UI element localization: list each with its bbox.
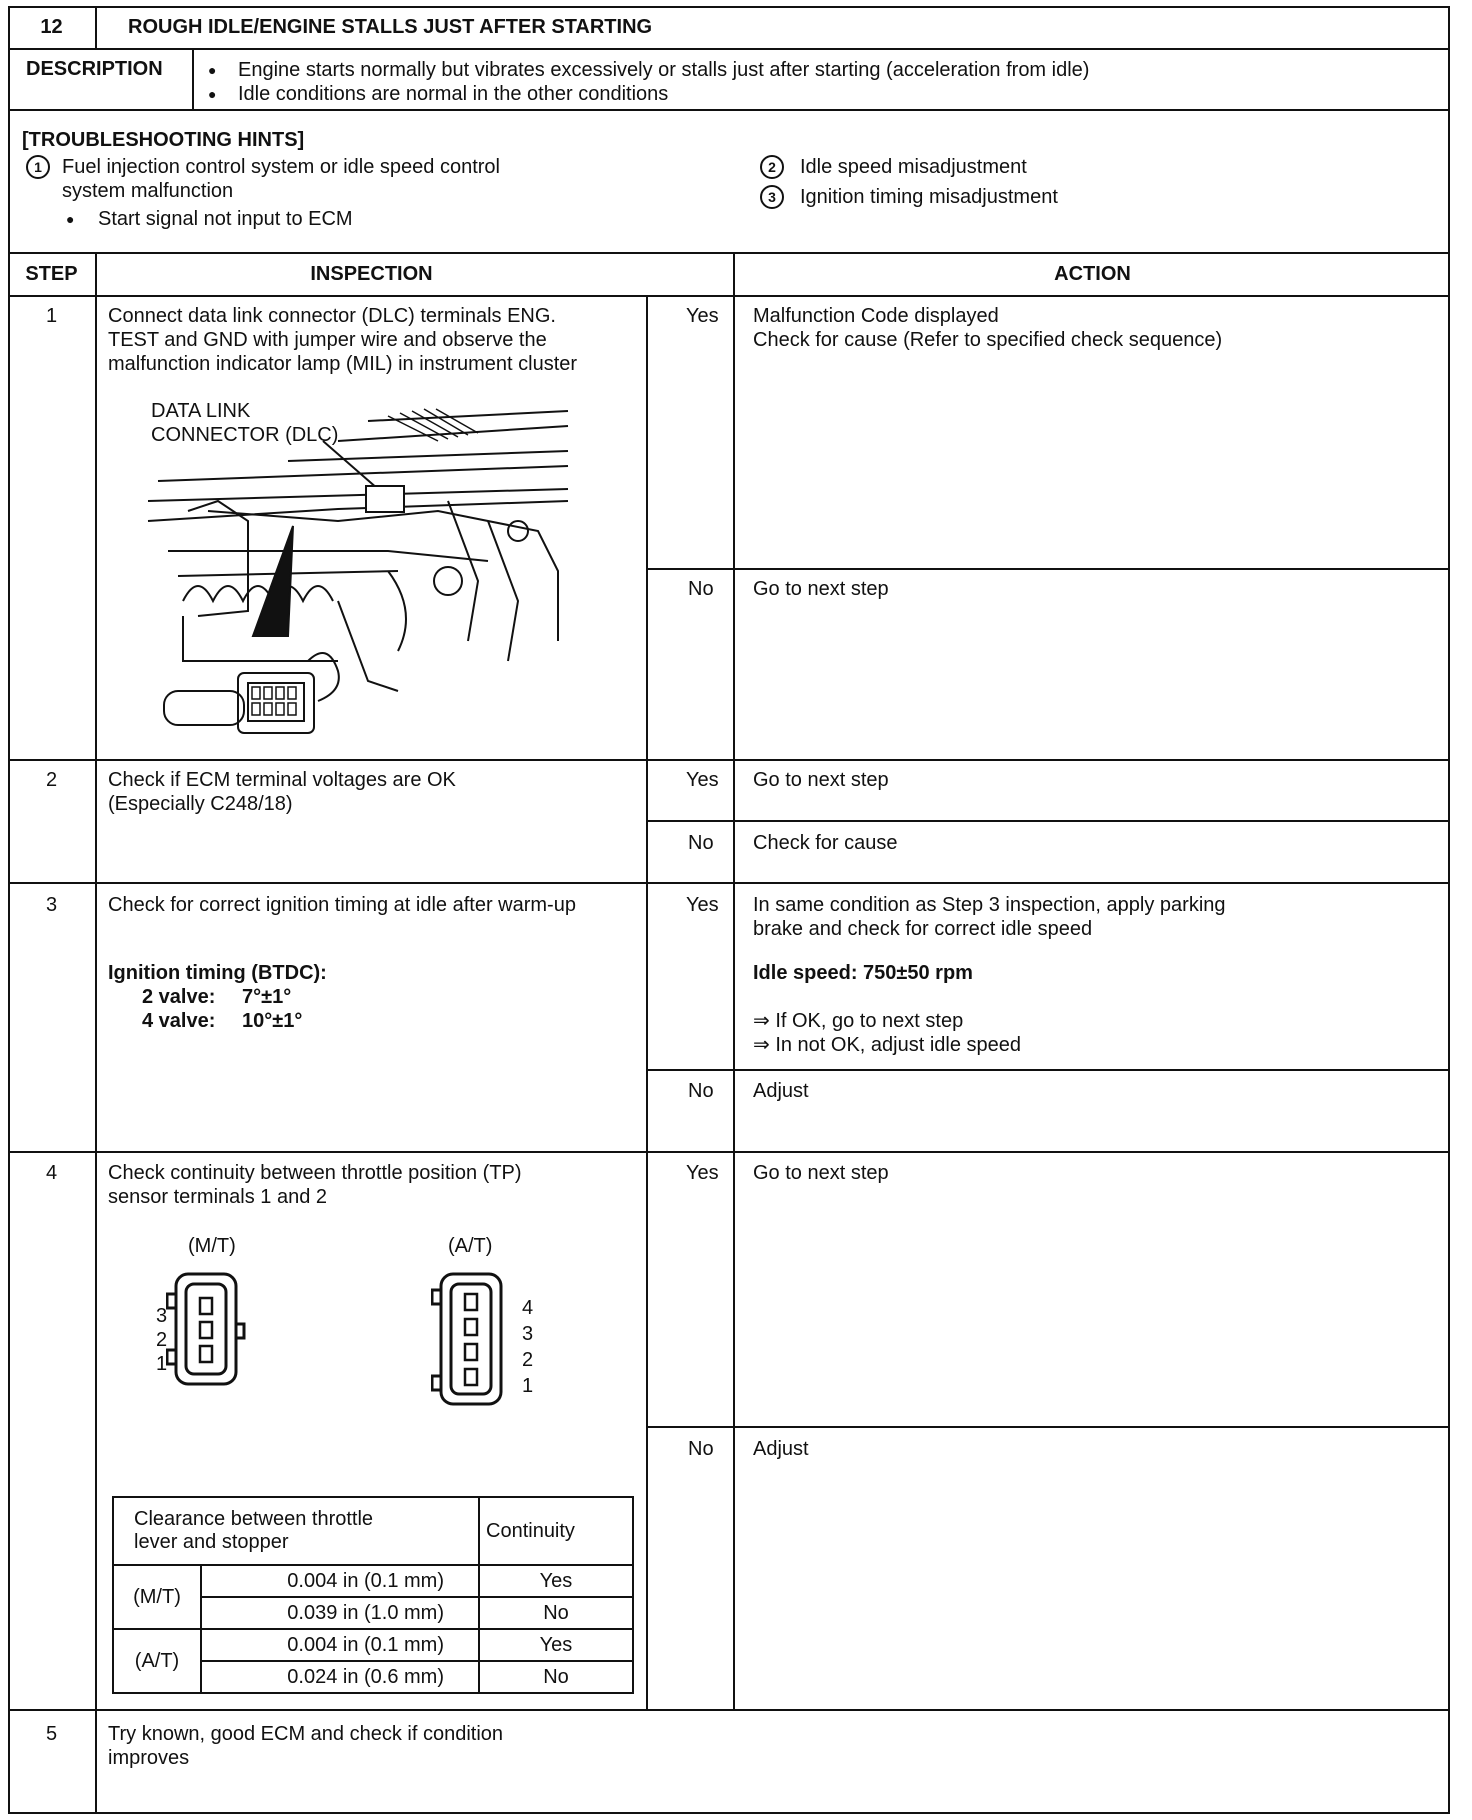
troubleshooting-page (8, 6, 1450, 1814)
at-pin-number: 2 (522, 1349, 534, 1371)
step-4-yes-action: Go to next step (753, 1162, 889, 1184)
section-title: ROUGH IDLE/ENGINE STALLS JUST AFTER STARTING (128, 16, 653, 38)
ignition-timing-title: Ignition timing (BTDC): (108, 962, 327, 984)
clearance-continuity-table (112, 1496, 634, 1694)
hint-1: Fuel injection control system or idle speed control (62, 156, 500, 178)
no-label: No (688, 578, 714, 600)
timing-2-valve-label: 2 valve: (142, 986, 216, 1008)
step-5-inspection: improves (108, 1747, 190, 1769)
step-3-no-action: Adjust (753, 1080, 809, 1102)
step-3-yes-action: brake and check for correct idle speed (753, 918, 1093, 940)
timing-2-valve-value: 7°±1° (242, 986, 292, 1008)
step-3-yes-action: In same condition as Step 3 inspection, apply parking (753, 894, 1226, 916)
step-1-yes-action: Malfunction Code displayed (753, 305, 999, 327)
table-header-line: Clearance between throttle (134, 1508, 374, 1530)
step-4-inspection: Check continuity between throttle position (TP) (108, 1162, 522, 1184)
at-connector-label: (A/T) (448, 1235, 493, 1257)
table-cell: 0.004 in (0.1 mm) (201, 1629, 479, 1661)
yes-label: Yes (686, 1162, 719, 1184)
timing-4-valve-value: 10°±1° (242, 1010, 303, 1032)
table-cell: 0.004 in (0.1 mm) (201, 1565, 479, 1597)
hints-title: [TROUBLESHOOTING HINTS] (22, 129, 305, 151)
section-number: 12 (40, 16, 63, 38)
mt-pin-number: 3 (156, 1305, 168, 1327)
no-label: No (688, 1438, 714, 1460)
table-header-line: lever and stopper (134, 1531, 289, 1553)
step-number: 5 (45, 1723, 58, 1745)
table-row-group: (M/T) (113, 1565, 201, 1629)
mt-connector-label: (M/T) (188, 1235, 236, 1257)
step-1-inspection: TEST and GND with jumper wire and observe the (108, 329, 547, 351)
no-label: No (688, 832, 714, 854)
mt-tp-connector-icon (166, 1264, 246, 1394)
yes-label: Yes (686, 769, 719, 791)
hint-1-sub: Start signal not input to ECM (98, 208, 353, 230)
table-cell: No (479, 1661, 633, 1693)
at-pin-number: 4 (522, 1297, 534, 1319)
description-label: DESCRIPTION (26, 58, 163, 80)
step-4-no-action: Adjust (753, 1438, 809, 1460)
step-2-yes-action: Go to next step (753, 769, 889, 791)
bullet-icon: ● (208, 62, 217, 78)
mt-pin-number: 1 (156, 1353, 168, 1375)
bullet-icon: ● (66, 211, 75, 227)
step-number: 2 (45, 769, 58, 791)
table-cell: No (479, 1597, 633, 1629)
hint-1-cont: system malfunction (62, 180, 234, 202)
hint-3: Ignition timing misadjustment (800, 186, 1058, 208)
step-2-no-action: Check for cause (753, 832, 898, 854)
yes-label: Yes (686, 894, 719, 916)
yes-label: Yes (686, 305, 719, 327)
table-cell: 0.024 in (0.6 mm) (201, 1661, 479, 1693)
step-2-inspection: Check if ECM terminal voltages are OK (108, 769, 456, 791)
description-item: Engine starts normally but vibrates excessively or stalls just after starting (acceleration from idle) (238, 59, 1090, 81)
engine-dlc-illustration (138, 401, 578, 741)
step-1-no-action: Go to next step (753, 578, 889, 600)
step-number: 3 (45, 894, 58, 916)
if-ok-line: ⇒ If OK, go to next step (753, 1010, 964, 1032)
hint-2: Idle speed misadjustment (800, 156, 1027, 178)
no-label: No (688, 1080, 714, 1102)
step-number: 1 (45, 305, 58, 327)
step-5-inspection: Try known, good ECM and check if condition (108, 1723, 504, 1745)
table-row-group: (A/T) (113, 1629, 201, 1693)
step-4-inspection: sensor terminals 1 and 2 (108, 1186, 328, 1208)
step-3-inspection: Check for correct ignition timing at idle after warm-up (108, 894, 576, 916)
table-cell: Yes (479, 1629, 633, 1661)
step-1-inspection: Connect data link connector (DLC) terminals ENG. (108, 305, 556, 327)
description-item: Idle conditions are normal in the other conditions (238, 83, 669, 105)
at-tp-connector-icon (431, 1264, 511, 1414)
dlc-label: DATA LINK (151, 400, 251, 422)
mt-pin-number: 2 (156, 1329, 168, 1351)
timing-4-valve-label: 4 valve: (142, 1010, 216, 1032)
step-1-yes-action: Check for cause (Refer to specified check sequence) (753, 329, 1223, 351)
idle-speed-spec: Idle speed: 750±50 rpm (753, 962, 973, 984)
bullet-icon: ● (208, 86, 217, 102)
at-pin-number: 3 (522, 1323, 534, 1345)
number-circle-icon: 2 (760, 155, 784, 179)
number-circle-icon: 1 (26, 155, 50, 179)
at-pin-number: 1 (522, 1375, 534, 1397)
column-step: STEP (25, 263, 78, 285)
number-circle-icon: 3 (760, 185, 784, 209)
step-1-inspection: malfunction indicator lamp (MIL) in instrument cluster (108, 353, 578, 375)
table-cell: 0.039 in (1.0 mm) (201, 1597, 479, 1629)
column-action: ACTION (1054, 263, 1131, 285)
table-cell: Yes (479, 1565, 633, 1597)
table-header: Continuity (479, 1497, 633, 1565)
step-number: 4 (45, 1162, 58, 1184)
column-inspection: INSPECTION (310, 263, 433, 285)
step-2-inspection: (Especially C248/18) (108, 793, 293, 815)
table-header (113, 1497, 479, 1565)
if-not-ok-line: ⇒ In not OK, adjust idle speed (753, 1034, 1022, 1056)
dlc-label: CONNECTOR (DLC) (151, 424, 339, 446)
